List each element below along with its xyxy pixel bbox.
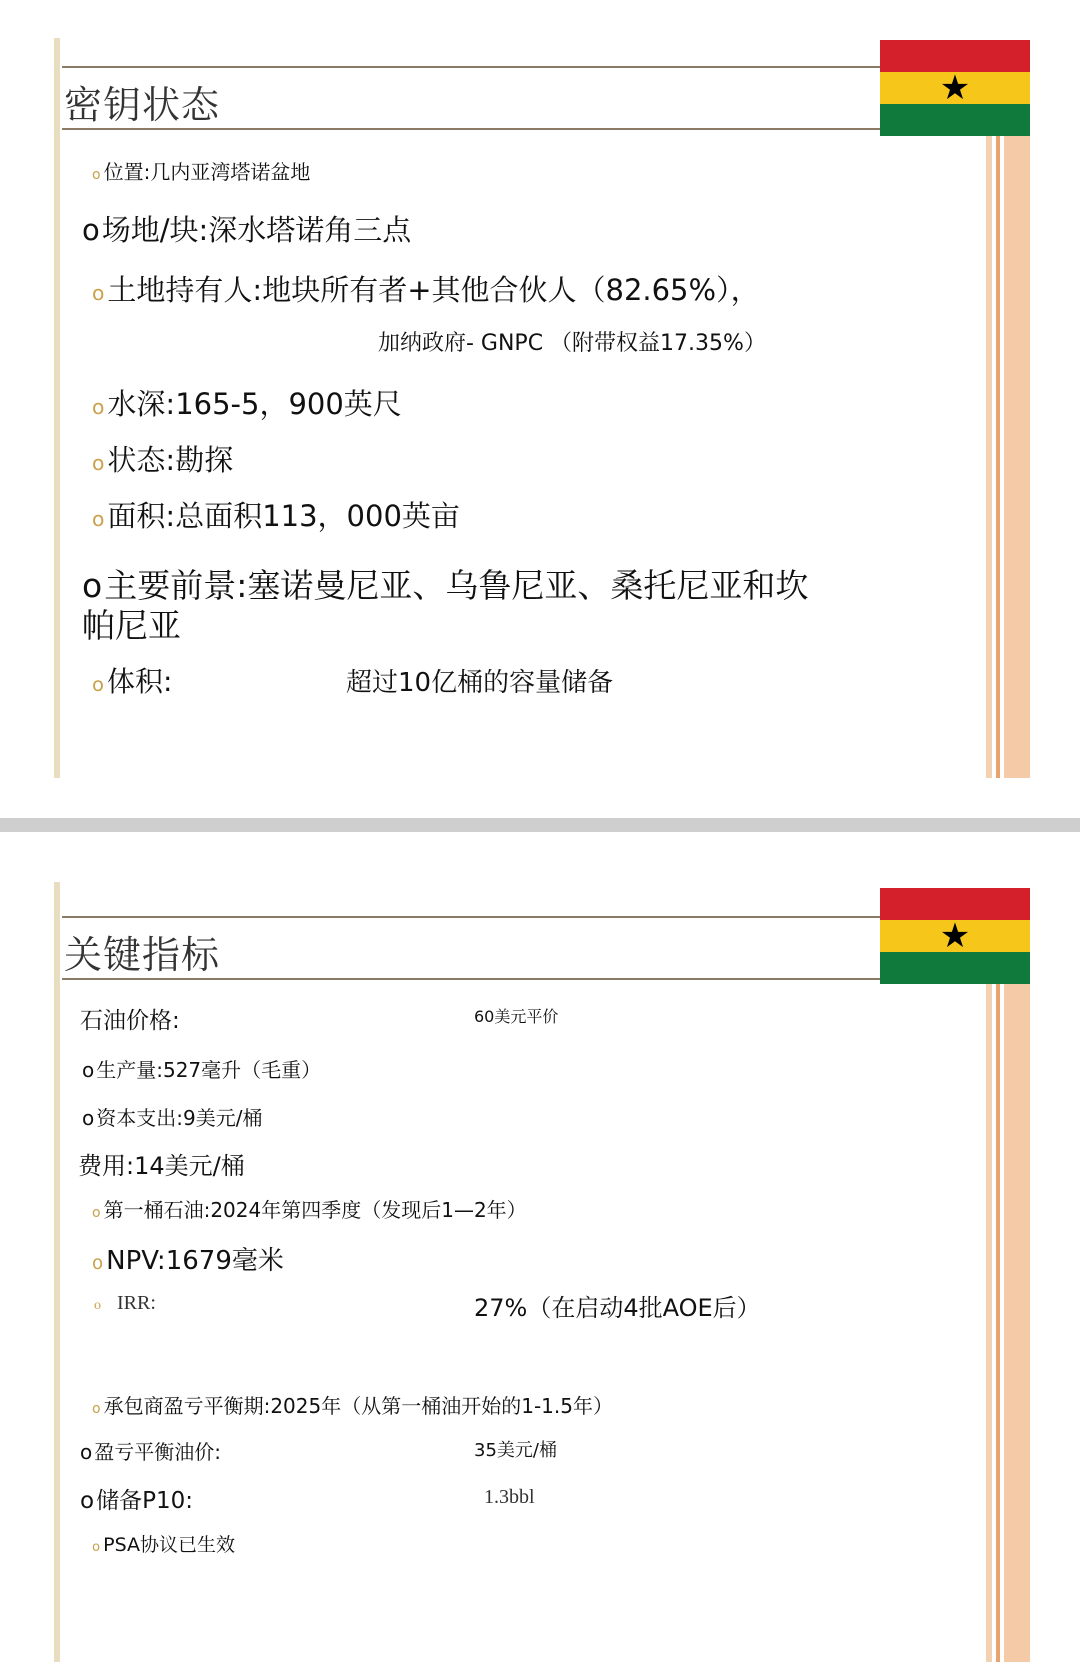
left-border-rule	[54, 38, 60, 778]
list-item-volume: o 体积:	[92, 665, 173, 698]
bullet-icon: o	[92, 281, 105, 305]
bullet-icon: o	[92, 1205, 101, 1221]
breakeven-price-value: 35美元/桶	[474, 1440, 557, 1461]
list-item-npv: o NPV:1679毫米	[92, 1246, 284, 1276]
decorative-side-bars	[986, 136, 1030, 778]
list-item-prospects: o主要前景:塞诺曼尼亚、乌鲁尼亚、桑托尼亚和坎	[82, 566, 809, 605]
slide-divider	[0, 818, 1080, 832]
decorative-side-bars	[986, 984, 1030, 1662]
bullet-icon: o	[92, 451, 105, 475]
list-item-site: o场地/块:深水塔诺角三点	[82, 213, 412, 247]
list-item-holders-cont: 加纳政府- GNPC （附带权益17.35%）	[378, 331, 766, 356]
ghana-flag-icon	[880, 40, 1030, 136]
list-item-reserves: o储备P10:	[80, 1488, 193, 1514]
oil-price-value: 60美元平价	[474, 1007, 559, 1026]
bullet-icon: o	[82, 1106, 95, 1130]
list-item-depth: o 水深:165-5，900英尺	[92, 387, 402, 421]
left-border-rule	[54, 882, 60, 1662]
bullet-icon: o	[92, 1401, 101, 1417]
oil-price-label: 石油价格:	[80, 1008, 180, 1034]
bullet-icon: o	[82, 213, 100, 247]
bullet-icon: o	[92, 167, 101, 183]
bullet-icon: o	[92, 395, 105, 419]
star-icon: ★	[939, 68, 971, 108]
list-item-area: o 面积:总面积113，000英亩	[92, 499, 460, 533]
list-item-psa: o PSA协议已生效	[92, 1534, 236, 1556]
list-item-production: o 生产量:527毫升（毛重）	[82, 1058, 322, 1082]
slide-key-status	[0, 0, 1080, 818]
bullet-icon: o	[92, 507, 105, 531]
slide-title: 关键指标	[64, 933, 221, 977]
reserves-value: 1.3bbl	[484, 1486, 535, 1508]
bullet-icon: o	[92, 1253, 104, 1274]
title-box	[62, 66, 880, 130]
slide-title: 密钥状态	[64, 83, 221, 127]
ghana-flag-icon	[880, 888, 1030, 984]
bullet-icon: o	[92, 1540, 101, 1555]
title-box	[62, 916, 880, 980]
bullet-icon: o	[92, 673, 104, 696]
list-item-prospects-cont: 帕尼亚	[82, 606, 181, 645]
volume-value: 超过10亿桶的容量储备	[346, 668, 614, 698]
slide-key-metrics	[0, 842, 1080, 1669]
list-item-holders: o 土地持有人:地块所有者+其他合伙人（82.65%），	[92, 273, 760, 307]
bullet-icon: o	[82, 1058, 95, 1082]
list-item-contractor-breakeven: o 承包商盈亏平衡期:2025年（从第一桶油开始的1-1.5年）	[92, 1394, 613, 1418]
list-item-opex: 费用:14美元/桶	[78, 1152, 245, 1180]
list-item-breakeven-price: o 盈亏平衡油价:	[80, 1440, 221, 1464]
list-item-location: o 位置:几内亚湾塔诺盆地	[92, 160, 311, 184]
bullet-icon: o	[82, 566, 103, 605]
bullet-icon: o	[80, 1488, 95, 1514]
irr-value: 27%（在启动4批AOE后）	[474, 1294, 761, 1322]
list-item-capex: o 资本支出:9美元/桶	[82, 1106, 263, 1130]
bullet-icon: o	[94, 1298, 101, 1313]
list-item-first-oil: o 第一桶石油:2024年第四季度（发现后1—2年）	[92, 1198, 527, 1222]
list-item-status: o 状态:勘探	[92, 443, 234, 477]
list-item-irr: o IRR:	[94, 1292, 156, 1314]
bullet-icon: o	[80, 1440, 93, 1464]
star-icon: ★	[939, 916, 971, 956]
